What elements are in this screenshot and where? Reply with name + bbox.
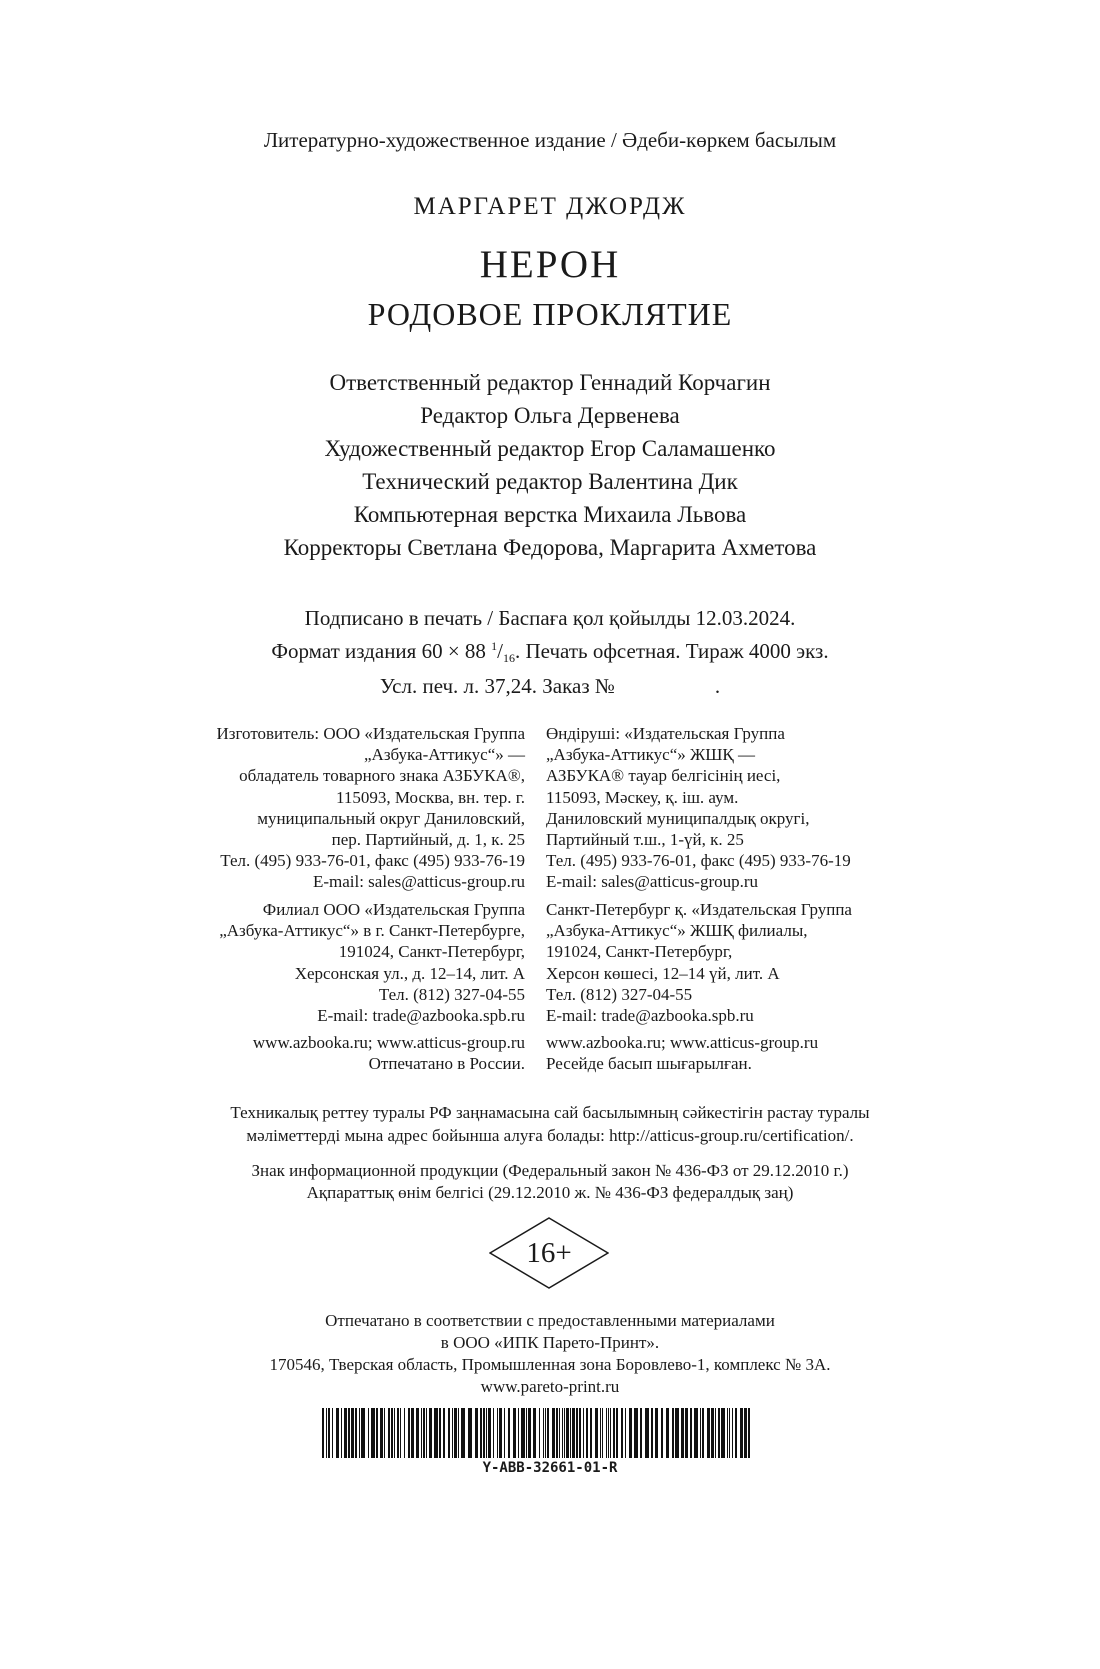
- branch-kz-line: 191024, Санкт-Петербург,: [546, 942, 733, 962]
- branch-ru-line: Тел. (812) 327-04-55: [378, 984, 525, 1004]
- manufacturer-kz-line: „Азбука-Аттикус“» ЖШҚ —: [546, 745, 755, 765]
- credit-line: Корректоры Светлана Федорова, Маргарита Ахметова: [283, 535, 817, 560]
- edition-type: Литературно-художественное издание / Әдеби-көркем басылым: [263, 128, 837, 152]
- author-name: МАРГАРЕТ ДЖОРДЖ: [413, 193, 687, 220]
- credit-line: Редактор Ольга Дервенева: [420, 403, 680, 428]
- printer-line: 170546, Тверская область, Промышленная зона Боровлево-1, комплекс № 3А.: [269, 1355, 831, 1374]
- manufacturer-kz-line: 115093, Мәскеу, қ. іш. аум.: [546, 787, 739, 807]
- signed-date-line: Подписано в печать / Баспаға қол қойылды 12.03.2024.: [304, 606, 796, 630]
- manufacturer-kz-line: АЗБУКА® тауар белгісінің иесі,: [546, 766, 781, 786]
- manufacturer-kz-line: Өндіруші: «Издательская Группа: [546, 724, 785, 743]
- footer-links-ru: [253, 1032, 525, 1074]
- barcode-code: Y-ABB-32661-01-R: [482, 1460, 618, 1476]
- info-sign-line: Знак информационной продукции (Федеральный закон № 436-ФЗ от 29.12.2010 г.): [251, 1161, 849, 1180]
- website-links: www.azbooka.ru; www.atticus-group.ru: [252, 1033, 525, 1052]
- branch-kz-line: E-mail: trade@azbooka.spb.ru: [546, 1006, 754, 1026]
- barcode-icon: [322, 1408, 754, 1458]
- branch-kz: [546, 899, 852, 1026]
- manufacturer-kz-line: Партийный т.ш., 1-үй, к. 25: [546, 830, 744, 850]
- credit-line: Технический редактор Валентина Дик: [362, 469, 738, 494]
- sheets-line: [0, 672, 1100, 700]
- sheets-prefix: Усл. печ. л. 37,24. Заказ №: [379, 674, 615, 698]
- branch-ru: [219, 899, 525, 1026]
- printed-in-note: Отпечатано в России.: [368, 1054, 525, 1074]
- manufacturer-kz-line: Тел. (495) 933-76-01, факс (495) 933-76-19: [546, 851, 851, 871]
- info-sign-line: Ақпараттық өнім белгісі (29.12.2010 ж. № 436-ФЗ федералдық заң): [306, 1183, 794, 1202]
- manufacturer-ru-line: Изготовитель: ООО «Издательская Группа: [216, 724, 525, 743]
- branch-ru-line: 191024, Санкт-Петербург,: [338, 942, 525, 962]
- book-subtitle: РОДОВОЕ ПРОКЛЯТИЕ: [367, 296, 733, 332]
- certification-line: Техникалық реттеу туралы РФ заңнамасына сай басылымның сәйкестігін растау туралы: [230, 1103, 870, 1122]
- printer-info: [0, 1310, 1100, 1398]
- manufacturer-ru-line: „Азбука-Аттикус“» —: [364, 745, 525, 765]
- branch-ru-line: Филиал ООО «Издательская Группа: [262, 900, 525, 919]
- certification-line: мәліметтерді мына адрес бойынша алуға болады: http://atticus-group.ru/certification/.: [246, 1126, 854, 1145]
- format-line: [0, 632, 1100, 672]
- manufacturer-ru-line: пер. Партийный, д. 1, к. 25: [331, 830, 525, 850]
- branch-kz-line: Тел. (812) 327-04-55: [546, 984, 693, 1004]
- credits-block: [0, 366, 1100, 564]
- footer-links-kz: [546, 1032, 818, 1074]
- credit-line: Художественный редактор Егор Саламашенко: [324, 436, 776, 461]
- print-info: [0, 604, 1100, 700]
- age-rating-label: 16+: [526, 1237, 572, 1269]
- manufacturer-ru-line: Тел. (495) 933-76-01, факс (495) 933-76-19: [220, 851, 525, 871]
- credit-line: Компьютерная верстка Михаила Львова: [353, 502, 747, 527]
- branch-ru-line: Херсонская ул., д. 12–14, лит. А: [294, 963, 525, 983]
- manufacturer-ru: [217, 723, 526, 893]
- format-prefix: Формат издания 60 × 88: [271, 639, 492, 663]
- format-denominator: 16: [503, 651, 516, 665]
- format-suffix: . Печать офсетная. Тираж 4000 экз.: [515, 639, 829, 663]
- format-numerator: 1: [491, 639, 498, 653]
- branch-kz-line: „Азбука-Аттикус“» ЖШҚ филиалы,: [546, 921, 808, 941]
- printed-in-note: Ресейде басып шығарылған.: [546, 1054, 752, 1074]
- age-rating-badge: [489, 1217, 609, 1289]
- manufacturer-ru-line: обладатель товарного знака АЗБУКА®,: [239, 766, 525, 786]
- manufacturer-kz-line: E-mail: sales@atticus-group.ru: [546, 872, 759, 892]
- printer-line: Отпечатано в соответствии с предоставленными материалами: [325, 1311, 775, 1330]
- branch-kz-line: Херсон көшесі, 12–14 үй, лит. А: [546, 963, 780, 983]
- manufacturer-kz-line: Даниловский муниципалдық округі,: [546, 808, 810, 828]
- manufacturer-ru-line: 115093, Москва, вн. тер. г.: [335, 787, 525, 807]
- info-sign-note: [0, 1160, 1100, 1204]
- manufacturer-ru-line: муниципальный округ Даниловский,: [257, 808, 525, 828]
- manufacturer-kz: [546, 723, 851, 893]
- printer-line: www.pareto-print.ru: [480, 1377, 620, 1396]
- credit-line: Ответственный редактор Геннадий Корчагин: [329, 370, 771, 395]
- branch-ru-line: E-mail: trade@azbooka.spb.ru: [317, 1006, 525, 1026]
- format-slash: /: [497, 639, 504, 663]
- sheets-suffix: .: [714, 674, 721, 698]
- manufacturer-ru-line: E-mail: sales@atticus-group.ru: [312, 872, 525, 892]
- branch-kz-line: Санкт-Петербург қ. «Издательская Группа: [546, 900, 852, 919]
- book-title: НЕРОН: [479, 243, 621, 286]
- branch-ru-line: „Азбука-Аттикус“» в г. Санкт-Петербурге,: [219, 921, 525, 941]
- printer-line: в ООО «ИПК Парето-Принт».: [440, 1333, 660, 1352]
- certification-note: [0, 1101, 1100, 1147]
- website-links: www.azbooka.ru; www.atticus-group.ru: [546, 1033, 819, 1052]
